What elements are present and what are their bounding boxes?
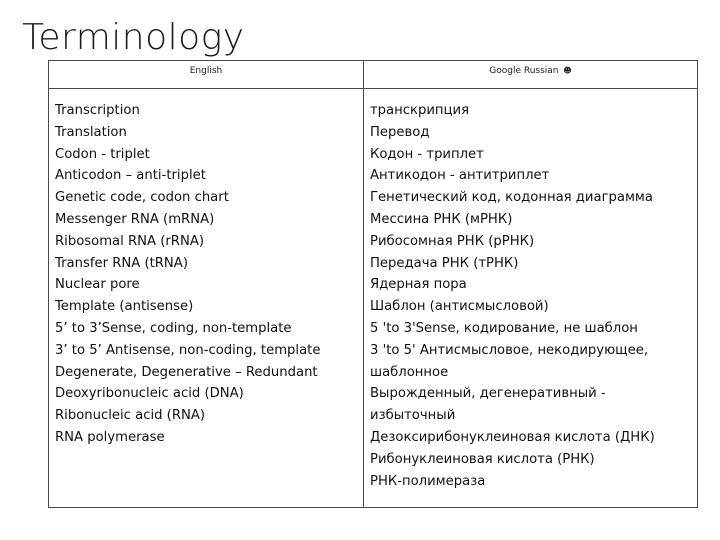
english-terms-list [49, 89, 363, 449]
russian-column-header [364, 61, 698, 89]
english-term: 5’ to 3’Sense, coding, non-template [55, 320, 292, 336]
russian-term: Шаблон (антисмысловой) [370, 299, 549, 315]
english-term: Translation [55, 124, 127, 140]
russian-header-label: Google Russian [489, 66, 559, 76]
russian-terms-cell [364, 89, 698, 508]
russian-term: Рибонуклеиновая кислота (РНК) [370, 451, 595, 467]
smiley-icon: ☻ [563, 66, 572, 75]
english-term: RNA polymerase [55, 429, 165, 445]
english-term: Messenger RNA (mRNA) [55, 211, 215, 227]
english-term: 3’ to 5’ Antisense, non-coding, template [55, 342, 321, 358]
russian-term: избыточный [370, 408, 456, 424]
russian-term: Ядерная пора [370, 277, 467, 293]
russian-term: Антикодон - антитриплет [370, 168, 550, 184]
russian-term: Передача РНК (тРНК) [370, 255, 519, 271]
russian-term: Дезоксирибонуклеиновая кислота (ДНК) [370, 429, 655, 445]
english-header-label: English [189, 66, 223, 76]
english-column-header [49, 61, 364, 89]
russian-term: Кодон - триплет [370, 146, 484, 162]
english-term: Ribonucleic acid (RNA) [55, 408, 206, 424]
english-term: Codon - triplet [55, 146, 150, 162]
russian-terms-list [364, 89, 697, 492]
russian-term: РНК-полимераза [370, 473, 486, 489]
english-term: Transcription [55, 103, 140, 118]
english-term: Ribosomal RNA (rRNA) [55, 233, 204, 249]
english-term: Transfer RNA (tRNA) [55, 255, 188, 271]
english-term: Genetic code, codon chart [55, 190, 229, 206]
english-terms-cell [49, 89, 364, 508]
russian-term: транскрипция [370, 103, 470, 118]
russian-term: 3 'to 5' Антисмысловое, некодирующее, [370, 342, 649, 358]
russian-term: Вырожденный, дегенеративный - [370, 386, 606, 402]
russian-term: Перевод [370, 124, 430, 140]
english-term: Deoxyribonucleic acid (DNA) [55, 386, 244, 402]
russian-term: Рибосомная РНК (рРНК) [370, 233, 535, 249]
table-body-row [49, 89, 698, 508]
terminology-table [48, 60, 698, 508]
russian-term: 5 'to 3'Sense, кодирование, не шаблон [370, 320, 638, 336]
english-term: Template (antisense) [55, 299, 194, 315]
russian-term: Мессина РНК (мРНК) [370, 211, 513, 227]
russian-term: шаблонное [370, 364, 449, 380]
page-title: Terminology [22, 17, 245, 58]
english-term: Nuclear pore [55, 277, 140, 293]
english-term: Anticodon – anti-triplet [55, 168, 206, 184]
russian-term: Генетический код, кодонная диаграмма [370, 190, 653, 206]
table-header-row [49, 61, 698, 89]
english-term: Degenerate, Degenerative – Redundant [55, 364, 318, 380]
